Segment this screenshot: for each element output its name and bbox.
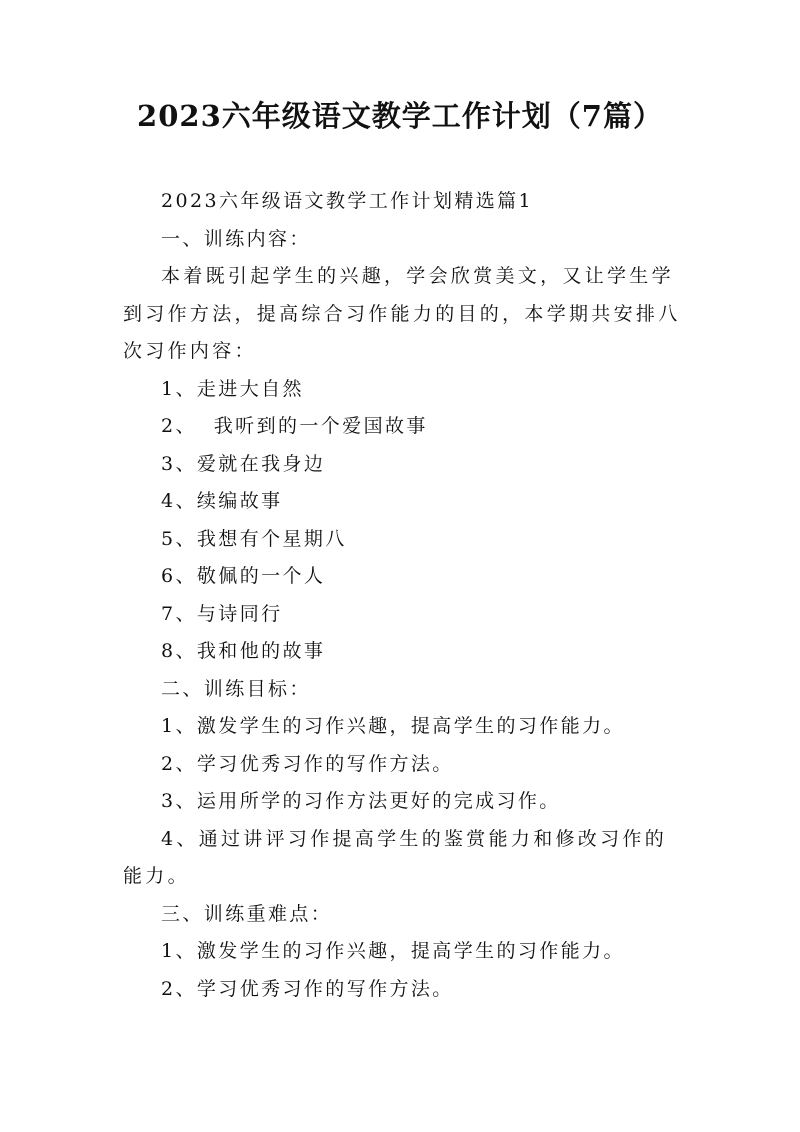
document-body	[123, 183, 689, 1008]
list-item: 3、爱就在我身边	[161, 452, 326, 475]
list-item: 2、 我听到的一个爱国故事	[161, 415, 428, 437]
list-item: 2、学习优秀习作的写作方法。	[161, 977, 454, 1000]
document-title: 2023六年级语文教学工作计划（7篇）	[137, 99, 663, 133]
subsection-heading: 二、训练目标：	[161, 677, 311, 700]
list-item: 7、与诗同行	[161, 602, 283, 625]
list-item: 1、激发学生的习作兴趣，提高学生的习作能力。	[161, 715, 625, 737]
list-item: 5、我想有个星期八	[161, 527, 347, 550]
subsection-heading: 一、训练内容：	[161, 227, 311, 250]
list-item: 4、通过讲评习作提高学生的鉴赏能力和修改习作的能力。	[123, 827, 667, 887]
subsection-heading: 三、训练重难点：	[161, 902, 333, 925]
list-item: 2、学习优秀习作的写作方法。	[161, 752, 454, 775]
section-heading: 2023六年级语文教学工作计划精选篇1	[161, 190, 534, 212]
list-item: 1、激发学生的习作兴趣，提高学生的习作能力。	[161, 940, 625, 962]
list-item: 4、续编故事	[161, 490, 283, 512]
list-item: 3、运用所学的习作方法更好的完成习作。	[161, 790, 561, 812]
list-item: 6、敬佩的一个人	[161, 565, 326, 587]
list-item: 8、我和他的故事	[161, 640, 326, 662]
paragraph: 本着既引起学生的兴趣，学会欣赏美文，又让学生学到习作方法，提高综合习作能力的目的，本学期共安排八次习作内容：	[123, 265, 681, 362]
list-item: 1、走进大自然	[161, 377, 304, 400]
